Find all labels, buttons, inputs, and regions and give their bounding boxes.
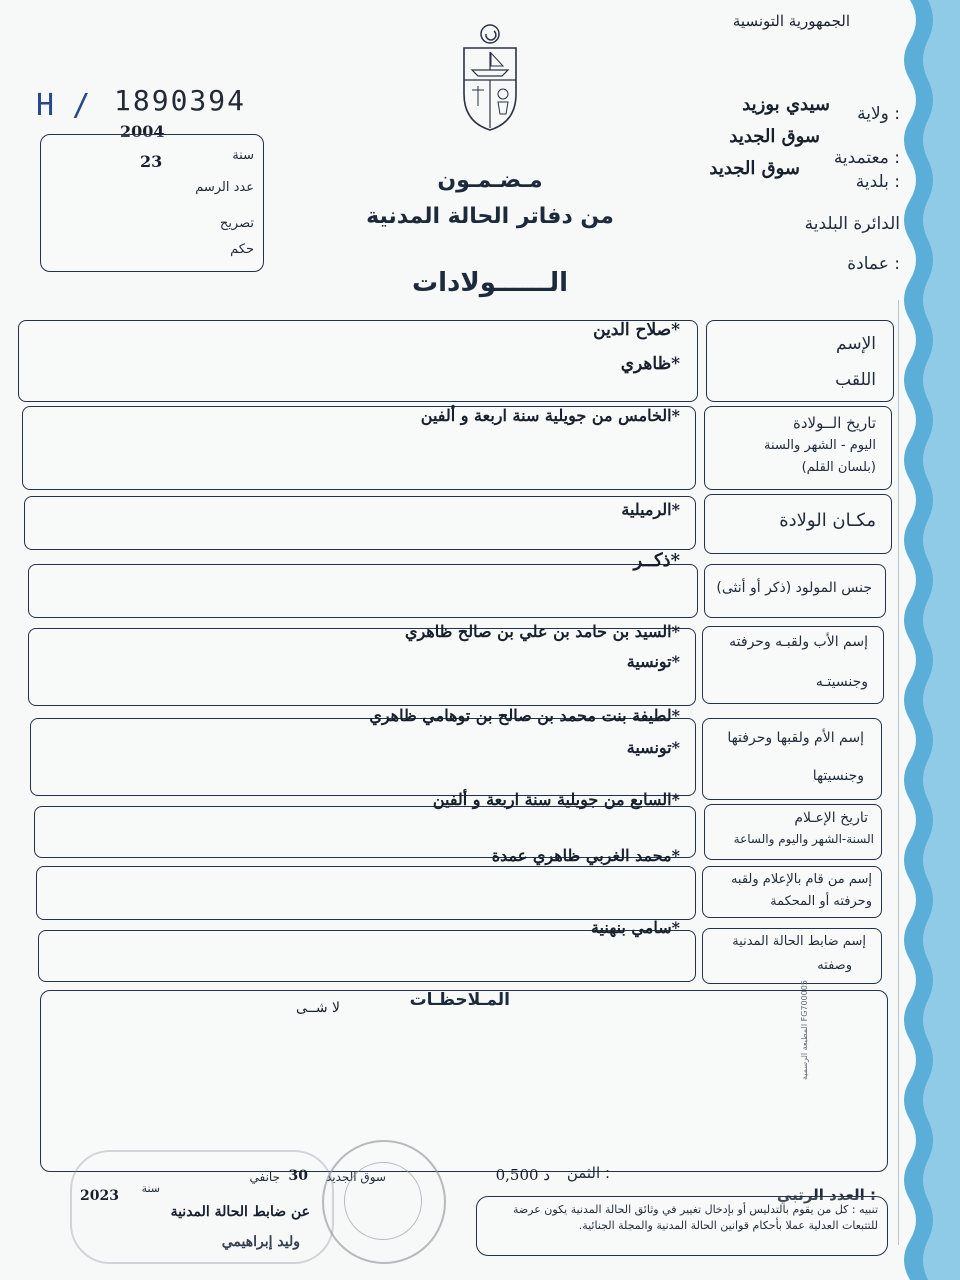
row-mother-value-box <box>30 718 696 796</box>
hukm-label: حكم <box>230 242 254 257</box>
father-label: إسم الأب ولقبـه وحرفته <box>729 634 868 650</box>
footer-year: 2023 <box>80 1188 119 1204</box>
baladia-label: بلدية : <box>855 172 900 192</box>
officer-name-signature: وليد إبراهيمي <box>221 1234 300 1250</box>
register-number: 1890394 <box>114 84 247 117</box>
officer-value: سامي بنهنية* <box>590 918 680 937</box>
birthplace-label: مكـان الولادة <box>779 510 876 531</box>
register-year: 2004 <box>120 122 165 141</box>
birthdate-sublabel: اليوم - الشهر والسنة <box>763 438 876 453</box>
price-value: 0,500 د <box>495 1166 550 1184</box>
place-text: سوق الجديد <box>325 1170 386 1184</box>
officer-sublabel: وصفته <box>817 958 852 973</box>
motamadia-value: سوق الجديد <box>729 126 820 147</box>
row-sex-value-box <box>28 564 698 618</box>
remarks-box <box>40 990 888 1172</box>
mother-value: لطيفة بنت محمد بن صالح بن توهامي ظاهري* <box>369 706 680 725</box>
mother-nationality-value: تونسية* <box>626 738 680 757</box>
first-name-value: صلاح الدين* <box>593 320 680 340</box>
surname-label: اللقب <box>835 370 876 390</box>
coat-of-arms-emblem <box>458 22 522 134</box>
sex-value: ذكــر* <box>633 550 680 571</box>
father-nationality-value: تونسية* <box>626 652 680 671</box>
row-officer-value-box <box>38 930 696 982</box>
birthplace-value: الرميلية* <box>621 500 680 519</box>
footer-sana-label: سنة <box>141 1182 160 1195</box>
declaration-date-sublabel: السنة-الشهر واليوم والساعة <box>733 832 874 846</box>
mother-label: إسم الأم ولقبها وحرفتها <box>727 730 864 746</box>
declaration-date-label: تاريخ الإعـلام <box>794 810 868 826</box>
price-label: الثمن : <box>566 1164 610 1182</box>
declarant-label: إسم من قام بالإعلام ولقبه <box>730 872 872 887</box>
sex-label: جنس المولود (ذكر أو أنثى) <box>716 580 872 596</box>
republic-heading: الجمهورية التونسية <box>732 12 850 30</box>
daira-label: الدائرة البلدية <box>804 214 900 234</box>
serial-label: العدد الرتبي : <box>776 1186 876 1204</box>
warning-notice: تنبيه : كل من يقوم بالتدليس أو بإدخال تغيير في وثائق الحالة المدنية يكون عرضة للتتبعات العدلية عملا بأحكام قوانين الحالة المدنية والمجلة الجنائية. <box>512 1203 878 1232</box>
wilaya-value: سيدي بوزيد <box>742 94 830 115</box>
remarks-value: لا شــى <box>295 1000 340 1016</box>
adad-label: عدد الرسم <box>195 180 254 195</box>
baladia-value: سوق الجديد <box>709 158 800 179</box>
printer-imprint: المطبعة الرسمية FG700005 <box>800 980 809 1080</box>
day-value: 30 <box>288 1168 308 1184</box>
birthdate-value: الخامس من جويلية سنة اربعة و ألفين* <box>420 406 680 425</box>
title-births: الــــــولادات <box>411 268 569 298</box>
row-declarant-value-box <box>36 866 696 920</box>
mother-nationality-label: وجنسيتها <box>812 768 864 784</box>
official-stamp-inner <box>344 1162 422 1240</box>
month-value: جانفي <box>249 1170 280 1184</box>
declarant-value: محمد الغربي ظاهري عمدة* <box>491 846 680 865</box>
register-prefix: H / <box>36 88 91 123</box>
title-extract: مـضـمـون <box>437 168 543 193</box>
sana-value: 23 <box>140 152 163 171</box>
wilaya-label: ولاية : <box>857 104 900 124</box>
father-value: السيد بن حامد بن علي بن صالح ظاهري* <box>404 622 680 641</box>
officer-title-signature: عن ضابط الحالة المدنية <box>170 1204 310 1220</box>
birthdate-label: تاريخ الــولادة <box>793 414 876 432</box>
declaration-date-value: السابع من جويلية سنة اربعة و ألفين* <box>432 790 680 809</box>
birthdate-sublabel-words: (بلسان القلم) <box>801 460 876 475</box>
tasrih-label: تصريح <box>219 216 254 231</box>
father-nationality-label: وجنسيتـه <box>815 674 868 690</box>
surname-value: ظاهري* <box>620 354 680 374</box>
secondary-stamp <box>70 1150 334 1264</box>
sana-label: سنة <box>232 148 254 163</box>
officer-label: إسم ضابط الحالة المدنية <box>732 934 866 949</box>
first-name-label: الإسم <box>836 334 876 354</box>
title-registers: من دفاتر الحالة المدنية <box>366 204 614 229</box>
declarant-sublabel: وحرفته أو المحكمة <box>770 894 872 909</box>
motamadia-label: معتمدية : <box>833 148 900 168</box>
remarks-label: المـلاحظـات <box>409 990 510 1010</box>
omada-label: عمادة : <box>847 254 900 274</box>
